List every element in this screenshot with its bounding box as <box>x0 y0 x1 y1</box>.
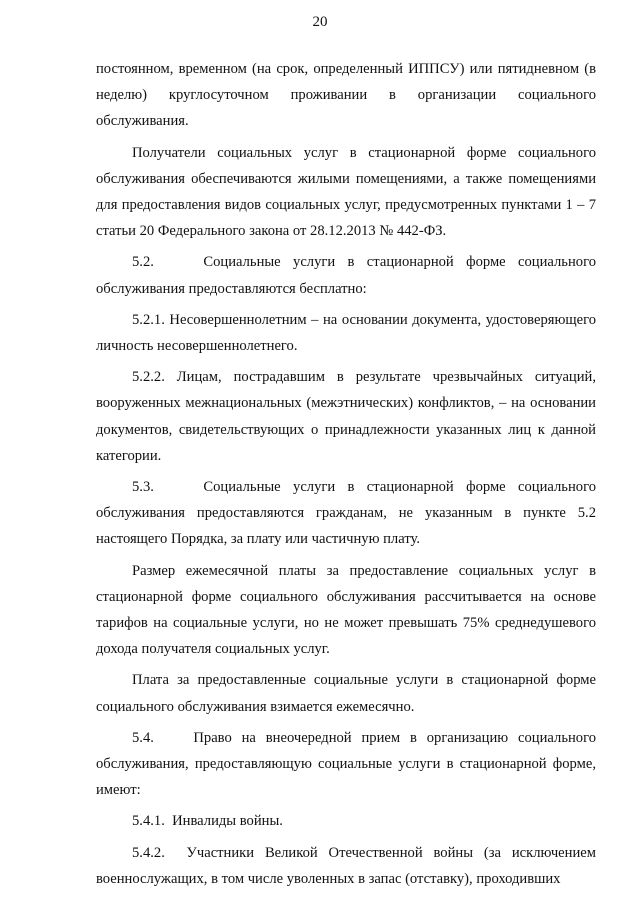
page-number: 20 <box>312 14 328 30</box>
paragraph-5-4-1: 5.4.1. Инвалиды войны. <box>132 813 283 830</box>
paragraph-monthly-fee: Размер ежемесячной платы за предоставление социальных услуг в стационарной форме социального обслуживания рассчитывается на основе тарифов на социальные услуги, но не может превышать 75% среднедушевого дохода получателя социальных услуг. <box>96 562 596 658</box>
paragraph-5-2: 5.2. Социальные услуги в стационарной форме социального обслуживания предоставляются бесплатно: <box>96 254 596 297</box>
paragraph-recipients-housing: Получатели социальных услуг в стационарной форме социального обслуживания обеспечиваются жилыми помещениями, а также помещениями для предоставления видов социальных услуг, предусмотренных пунктами 1 – 7 статьи 20 Федерального закона от 28.12.2013 № 442-ФЗ. <box>96 144 596 240</box>
paragraph-5-3: 5.3. Социальные услуги в стационарной форме социального обслуживания предоставляются гражданам, не указанным в пункте 5.2 настоящего Порядка, за плату или частичную плату. <box>96 479 596 548</box>
paragraph-fee-collection: Плата за предоставленные социальные услуги в стационарной форме социального обслуживания взимается ежемесячно. <box>96 672 596 715</box>
paragraph-5-4-2: 5.4.2. Участники Великой Отечественной войны (за исключением военнослужащих, в том числе уволенных в запас (отставку), проходивших <box>96 844 596 887</box>
paragraph-5-2-1: 5.2.1. Несовершеннолетним – на основании документа, удостоверяющего личность несовершеннолетнего. <box>96 311 596 355</box>
paragraph-continuation: постоянном, временном (на срок, определенный ИППСУ) или пятидневном (в неделю) круглосуточном проживании в организации социального обслуживания. <box>96 61 596 130</box>
paragraph-5-4: 5.4. Право на внеочередной прием в организацию социального обслуживания, предоставляющую социальные услуги в стационарной форме, имеют: <box>96 729 596 799</box>
paragraph-5-2-2: 5.2.2. Лицам, пострадавшим в результате чрезвычайных ситуаций, вооруженных межнациональных (межэтнических) конфликтов, – на основании документов, свидетельствующих о принадлежности указанных лиц к данной категории. <box>96 369 596 464</box>
document-body <box>96 56 596 892</box>
